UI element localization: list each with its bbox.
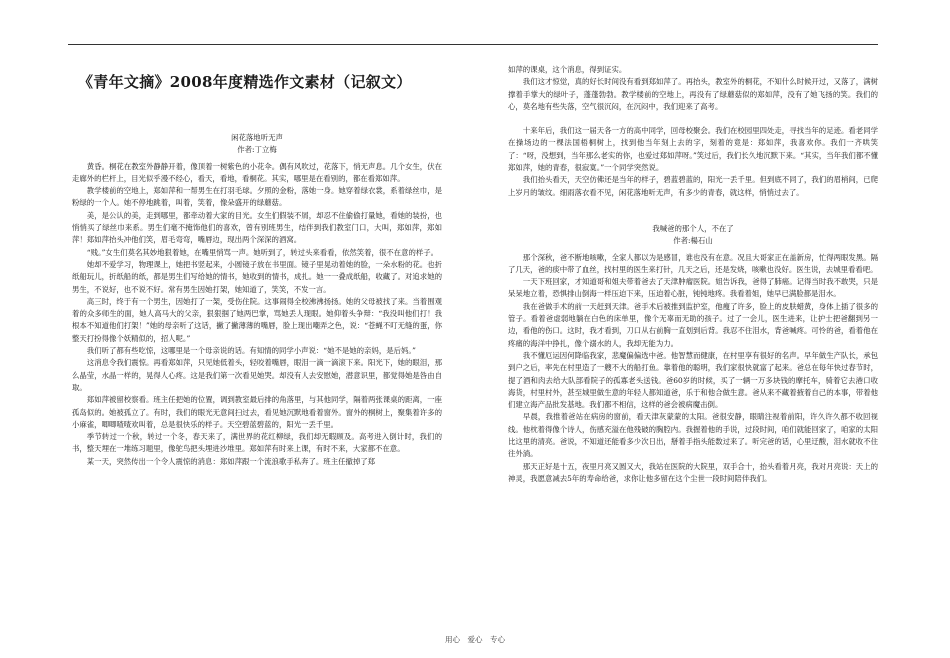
page-footer: 用心 爱心 专心 [445, 635, 505, 644]
document-title: 《青年文摘》2008年度精选作文素材（记叙文） [78, 73, 412, 91]
paragraph: 那个深秋，爸不断地咳嗽，全家人都以为是感冒，谁也没有在意。况且大哥家正在盖新房，忙得两眼发黑。隔了几天，爸的痰中带了血丝，找村里的医生来打针，几天之后，还是发烧，咳嗽也没好。医生说，去城里看看吧。 [508, 252, 878, 274]
paragraph: 我们抬头看天，天空仿佛还是当年的样子，碧蓝碧蓝的，阳光一丢千里。但到底不同了，我们的眉梢间，已爬上岁月的皱纹。细雨落衣看不见，闲花落地听无声，有多少的青春，就这样，悄悄过去了。 [508, 175, 878, 197]
paragraph: 某一天，突然传出一个令人震惊的消息：郑如萍跟一个流浪歌手私奔了。班主任撤掉了郑 [86, 456, 376, 466]
paragraph: 一天下班回家，才知道哥和姐夫带着爸去了天津肿瘤医院。姐告诉我，爸得了肺癌。记得当时我不敢哭，只是呆呆地立着，恐惧排山倒海一样压迫下来，压迫着心脏，钝钝地疼。我看着姐，她早已满脸都是泪水。 [508, 277, 878, 299]
paragraph: 那天正好是十五，夜里月亮又圆又大，我站在医院的大院里，双手合十，抬头看着月亮，我对月亮说：天上的神灵，我愿意减去5年的寿命给爸，求你让他多留在这个尘世一段时间陪伴我们。 [508, 461, 878, 483]
spacer [508, 211, 878, 223]
left-column [72, 64, 442, 624]
paragraph: 教学楼前的空地上，郑如萍和一帮男生在打羽毛球。夕照的金粉，落她一身。她穿着绿衣裳，系着绿丝巾，是粉绿的一个人。她不停地跳着，叫着，笑着，像朵盛开的绿蘑菇。 [72, 186, 442, 208]
paragraph: 十来年后，我们这一届天各一方的高中同学，回母校聚会。我们在校园里四处走，寻找当年的足迹。看老同学在操场边的一棵法国梧桐树上，找到他当年刻上去的字，刻着的竟是：郑如萍，我喜欢你。我们一齐哄笑了：“呀，没想到，当年那么老实的你，也爱过郑如萍呀。”笑过后，我们长久地沉默下来。“其实，当年我们都不懂郑如萍，她的青春，很寂寞。”一个同学突然说。 [508, 126, 878, 173]
article-title: 闲花落地听无声 [231, 133, 283, 142]
paragraph: 我不懂厄运因何降临我家，悲魔偏偏选中爸。他智慧而健康，在村里享有很好的名声。早年做生产队长，承包到户之后，率先在村里造了一艘不大的船打鱼。靠着他的聪明，我们家很快就富了起来。爸总在每年快过春节时，提了酒和肉去给大队部看院子的孤寡老头送钱。爸60岁的时候，买了一辆一万多块钱的摩托车，骑着它去港口收海货，村里村外，甚至城里做生意的年轻人都知道爸，乐于和他合做生意。爸从来不藏着掖着自己的本事，带着他们建立海产品批发基地。我们都不相信，这样的爸会被病魔击倒。 [508, 350, 878, 410]
paragraph: 美，是公认的美，走到哪里，都牵动着大家的目光。女生们假装不屑，却忍不住偷偷打量她，看她的装扮，也悄悄买了绿丝巾来系。男生们毫不掩饰他们的喜欢，曾有别班男生，结伴到我们教室门口，大叫，郑如萍，郑如萍！郑如萍抬头冲他们笑，眉毛弯弯，嘴唇边，现出两个深深的酒窝。 [72, 210, 442, 245]
paragraph: 我们这才惊觉，真的好长时间没有看到郑如萍了。再抬头，教室外的桐花，不知什么时候开过，又落了，满树撑着手掌大的绿叶子，蓬蓬勃勃。教学楼前的空地上，再没有了绿蘑菇似的郑如萍，没有了她飞扬的笑。我们的心，莫名地有些失落，空气很沉闷，在沉闷中，我们迎来了高考。 [508, 77, 878, 111]
paragraph: 郑如萍被留校察看。班主任把她的位置，调到教室最后排的角落里，与其他同学，隔着两张课桌的距离，一座孤岛似的。她被孤立了。有时，我们的眼光无意间扫过去，看见她沉默地看着窗外。窗外的桐树上，聚集着许多的小麻雀，唧唧喳喳欢叫着，总是很快乐的样子。天空碧蓝碧蓝的，阳光一丢千里。 [72, 395, 442, 429]
spacer [508, 199, 878, 211]
paragraph: 季节转过一个秋，转过一个冬，春天来了，满世界的花红柳绿，我们却无暇顾及。高考进入倒计时，我们的书，整天埋在一堆练习题里，像鸵鸟把头埋进沙堆里。郑如萍有时来上课，有时不来，大家都不在意。 [72, 432, 442, 454]
article-author: 作者:丁立梅 [237, 145, 277, 155]
paragraph: 早晨，我推着爸站在病房的窗前，看天津灰蒙蒙的太阳。爸很安静，眼睛注视着前阳，许久许久都不收回视线。他枕着得像个诗人，伤感充溢在他残破的胸腔内。我握着他的手说，过段时间，咱们就能回家了，咱家的太阳比这里的清亮。爸说，不知道还能看多少次日出，掰着手指头能数过来了。听完爸的话，心里迂酸，泪水就收不住往外淌。 [508, 412, 878, 459]
paragraph: 黄昏。桐花在教室外静静开着，像顶着一树紫色的小花伞。偶有风吹过，花落下，悄无声息。几个女生，伏在走廊外的栏杆上，目光似乎漫不经心，看天，看地，看桐花。其实，哪里是在看别的，都在看郑如萍。 [72, 161, 442, 183]
paragraph: 我们听了都有些吃惊，这哪里是一个母亲说的话。有知情的同学小声说：“她不是她的亲妈，是后妈。” [86, 346, 416, 356]
paragraph: “贱。”女生们莫名其妙地狠着她，在嘴里悄骂一声。她听到了，转过头来看看，依然笑着，很不在意的样子。 [86, 247, 439, 257]
header-rule [68, 44, 878, 45]
article-title: 我喊爸的那个人，不在了 [652, 223, 734, 233]
paragraph: 这消息令我们震惊。再看郑如萍，只见她低着头，轻咬着嘴唇，眼泪一滴一滴滚下来。阳光下，她的眼泪，那么晶莹，水晶一样的，晃得人心疼。这是我们第一次看见她哭。却没有人去安慰她，潜意识里，都觉得她是咎由自取。 [72, 358, 442, 392]
paragraph: 高三时，终于有一个男生，因她打了一架，受伤住院。这事闹得全校沸沸扬扬。她的父母被找了来。当着围观着的众多师生的面，她人高马大的父亲，狠狠掴了她两巴掌，骂她丢人现眼。她仰着头争辩：“我没叫他们打！我根本不知道他们打架！”她的母亲听了这话，撇了撇薄薄的嘴唇，脸上现出嘲弄之色，说：“苍蝇不叮无缝的蛋，你整天打扮得像个妖精似的，招人呢。” [72, 296, 442, 343]
article-author: 作者:楊石山 [673, 236, 713, 246]
paragraph: 我在爸做手术的前一天赶到天津。爸手术后被推到监护室，他瘦了许多，脸上的皮肤蜡黄，身体上插了很多的管子。看着爸虚弱地躺在白色的床单里，像个无辜而无助的孩子。过了一会儿，医生进来，让护士把爸翻到另一边，看他的伤口。这时，我才看到，刀口从右前胸一直划到后背。我忍不住泪水，背爸喊疼。可怜的爸，看着他在疼痛的海洋中挣扎，像个溺水的人，我却无能为力。 [508, 301, 878, 348]
spacer [508, 113, 878, 125]
right-column [508, 64, 878, 624]
paragraph: 如萍的课桌，这个消息，得到证实。 [508, 65, 627, 74]
paragraph: 她却不爱学习，物理课上，她把书竖起来，小圆镜子放在书里面。镜子里晃动着她的脸，一朵水粉的花。也折纸船玩儿，折纸船的纸，都是男生们写给她的情书，她收到的情书，成扎。她一一叠成纸船，收藏了。对追求她的男生，不说好，也不说不好。常有男生因她打架，她知道了，笑笑，不发一言。 [72, 259, 442, 294]
